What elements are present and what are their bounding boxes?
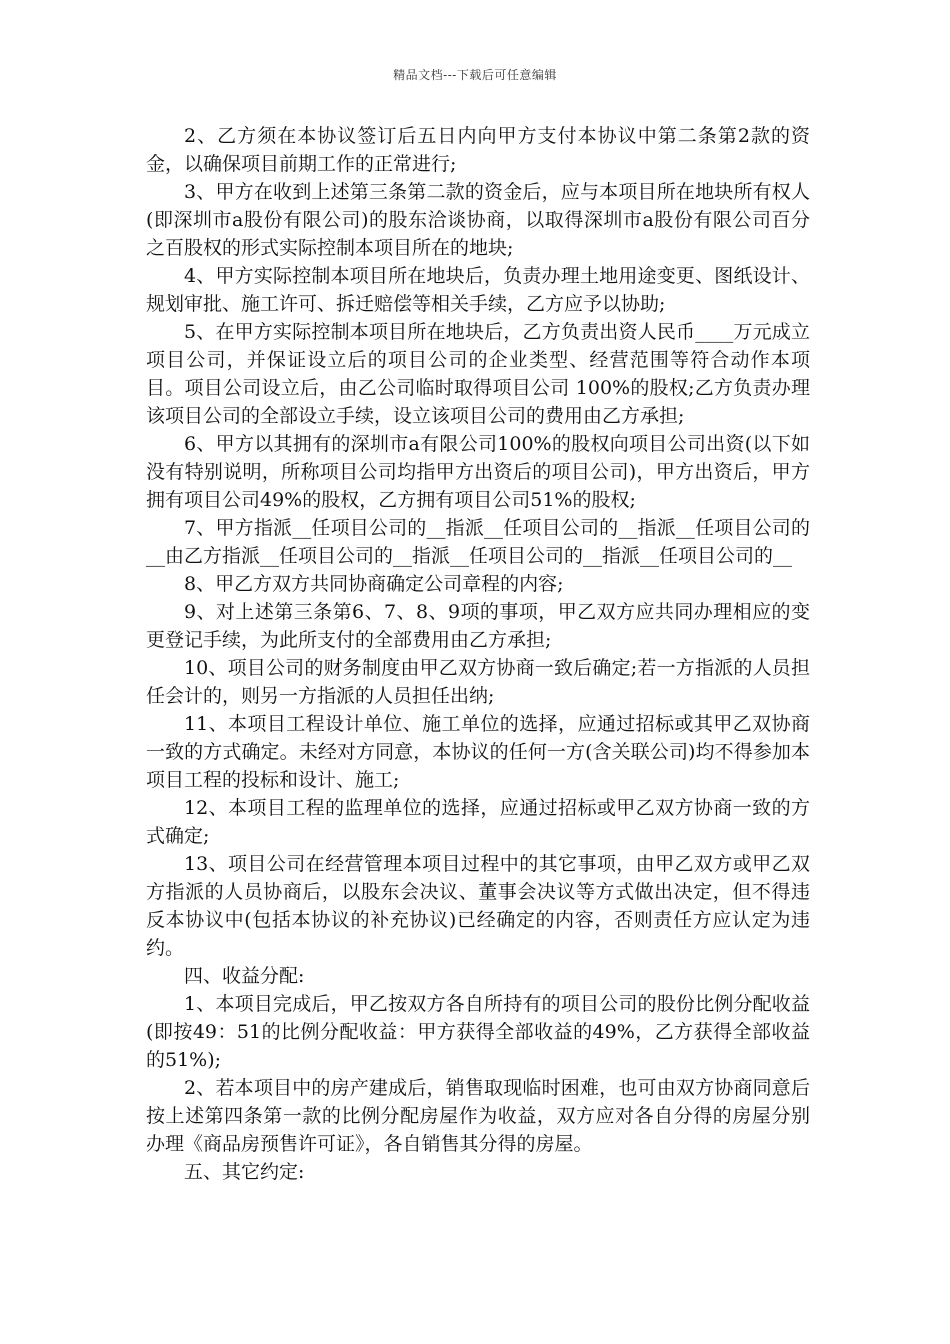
- paragraph: 1、本项目完成后，甲乙按双方各自所持有的项目公司的股份比例分配收益(即按49：51的比例分配收益：甲方获得全部收益的49%，乙方获得全部收益的51%);: [146, 993, 810, 1071]
- paragraph: 5、在甲方实际控制本项目所在地块后，乙方负责出资人民币____万元成立项目公司，并保证设立后的项目公司的企业类型、经营范围等符合动作本项目。项目公司设立后，由乙公司临时取得项目公司 100%的股权;乙方负责办理该项目公司的全部设立手续，设立该项目公司的费用由乙方承担;: [146, 321, 810, 427]
- section-heading: 五、其它约定:: [184, 1161, 305, 1183]
- paragraph: 7、甲方指派__任项目公司的__指派__任项目公司的__指派__任项目公司的__由乙方指派__任项目公司的__指派__任项目公司的__指派__任项目公司的__: [146, 517, 810, 567]
- paragraph: 6、甲方以其拥有的深圳市a有限公司100%的股权向项目公司出资(以下如没有特别说明，所称项目公司均指甲方出资后的项目公司)，甲方出资后，甲方拥有项目公司49%的股权，乙方拥有项目公司51%的股权;: [146, 433, 810, 511]
- page-header: 精品文档---下载后可任意编辑: [393, 68, 557, 82]
- paragraph: 9、对上述第三条第6、7、8、9项的事项，甲乙双方应共同办理相应的变更登记手续，为此所支付的全部费用由乙方承担;: [146, 601, 810, 651]
- paragraph: 10、项目公司的财务制度由甲乙双方协商一致后确定;若一方指派的人员担任会计的，则另一方指派的人员担任出纳;: [146, 657, 810, 707]
- paragraph: 2、乙方须在本协议签订后五日内向甲方支付本协议中第二条第2款的资金，以确保项目前期工作的正常进行;: [146, 125, 810, 175]
- paragraph: 4、甲方实际控制本项目所在地块后，负责办理土地用途变更、图纸设计、规划审批、施工许可、拆迁赔偿等相关手续，乙方应予以协助;: [146, 265, 810, 315]
- paragraph: 11、本项目工程设计单位、施工单位的选择，应通过招标或其甲乙双协商一致的方式确定。未经对方同意，本协议的任何一方(含关联公司)均不得参加本项目工程的投标和设计、施工;: [146, 713, 810, 791]
- paragraph: 13、项目公司在经营管理本项目过程中的其它事项，由甲乙双方或甲乙双方指派的人员协商后，以股东会决议、董事会决议等方式做出决定，但不得违反本协议中(包括本协议的补充协议)已经确定的内容，否则责任方应认定为违约。: [146, 853, 810, 959]
- paragraph: 12、本项目工程的监理单位的选择，应通过招标或甲乙双方协商一致的方式确定;: [146, 797, 810, 847]
- paragraph: 2、若本项目中的房产建成后，销售取现临时困难，也可由双方协商同意后按上述第四条第一款的比例分配房屋作为收益，双方应对各自分得的房屋分别办理《商品房预售许可证》，各自销售其分得的房屋。: [146, 1077, 810, 1155]
- paragraph: 8、甲乙方双方共同协商确定公司章程的内容;: [184, 573, 564, 595]
- paragraph: 3、甲方在收到上述第三条第二款的资金后，应与本项目所在地块所有权人(即深圳市a股份有限公司)的股东洽谈协商，以取得深圳市a股份有限公司百分之百股权的形式实际控制本项目所在的地块;: [146, 181, 810, 259]
- document-body: [146, 122, 810, 1186]
- section-heading: 四、收益分配:: [184, 965, 305, 987]
